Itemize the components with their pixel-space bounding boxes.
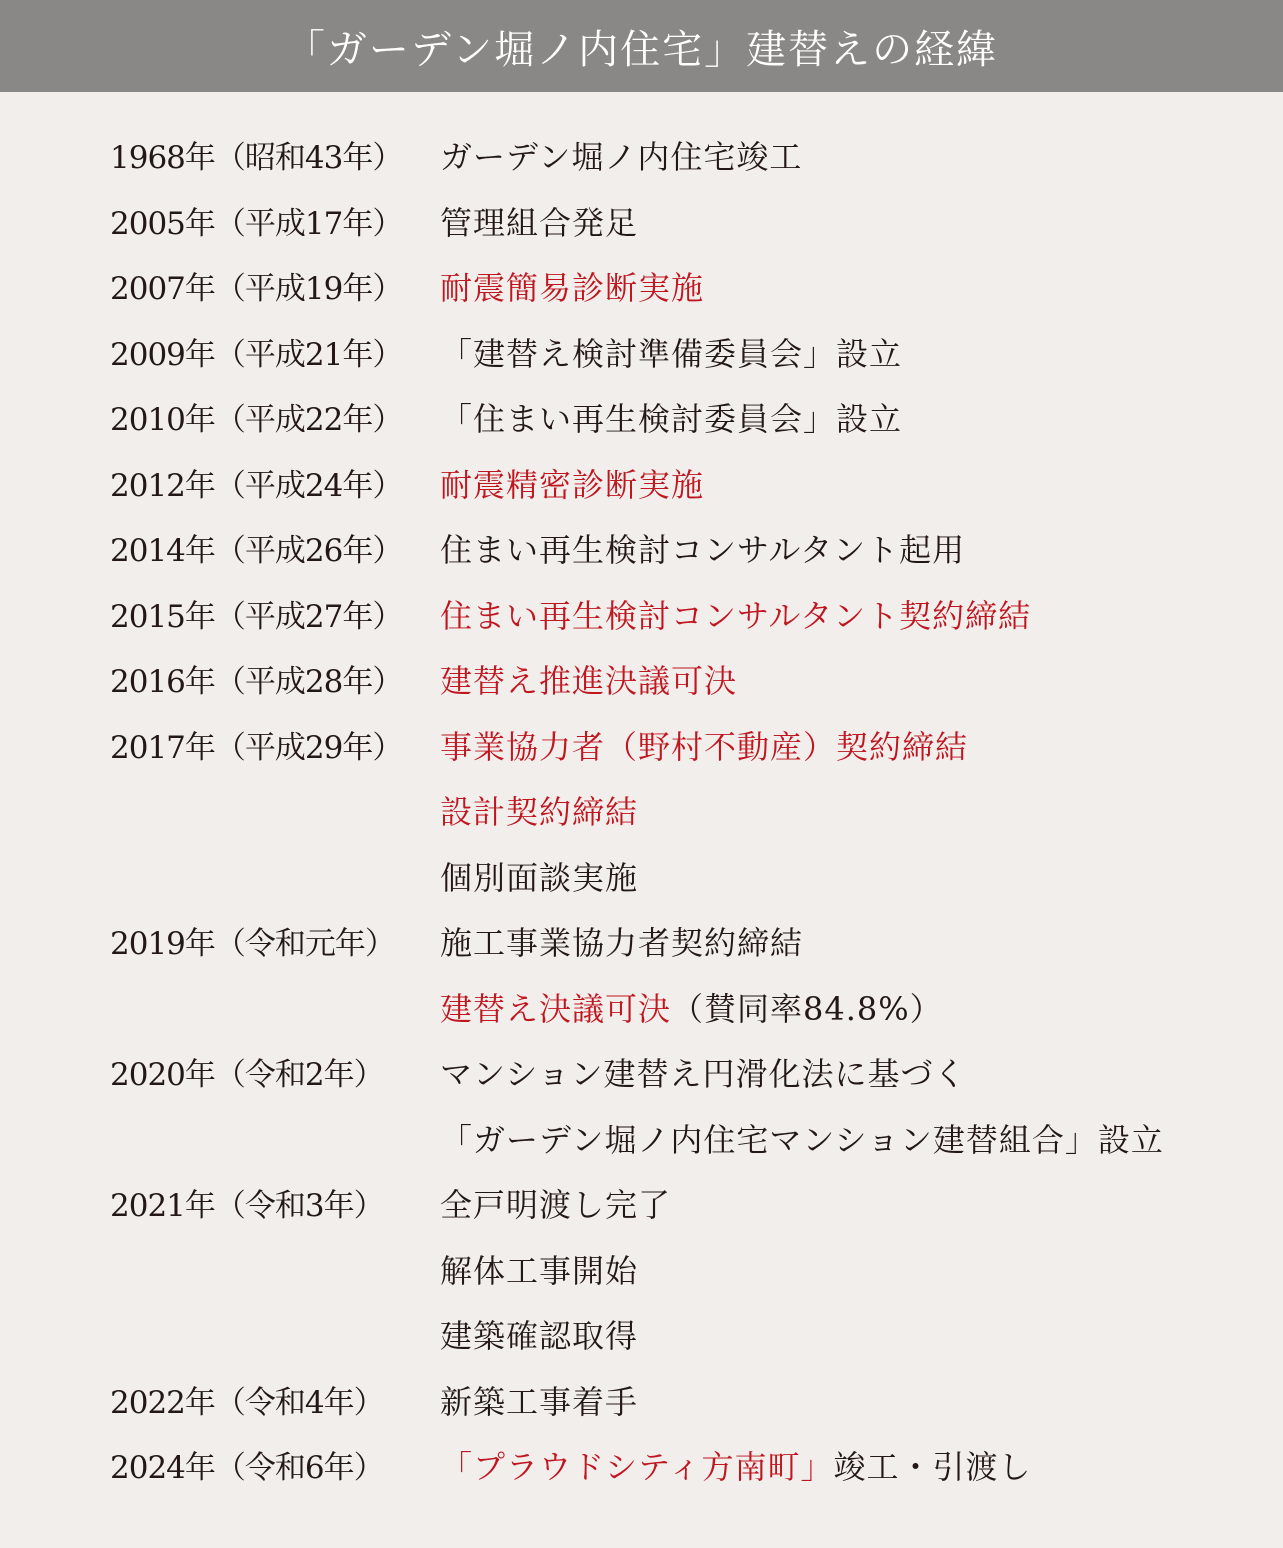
timeline-event: 「ガーデン堀ノ内住宅マンション建替組合」設立 (440, 1120, 1164, 1159)
timeline-row (0, 1238, 1283, 1304)
timeline-date: 2014年（平成26年） (110, 533, 403, 569)
timeline-row (0, 648, 1283, 714)
timeline-date: 1968年（昭和43年） (110, 140, 403, 176)
timeline-date: 2015年（平成27年） (110, 598, 403, 635)
timeline-row (0, 1041, 1283, 1107)
timeline-date: 2019年（令和元年） (110, 926, 395, 962)
timeline-event: 住まい再生検討コンサルタント契約締結 (440, 596, 1032, 635)
timeline-event: 耐震精密診断実施 (440, 465, 705, 504)
timeline-row (0, 845, 1283, 911)
timeline-event: 新築工事着手 (440, 1382, 639, 1421)
timeline-event: 個別面談実施 (440, 858, 639, 897)
timeline-date: 2005年（平成17年） (110, 205, 403, 242)
timeline-date: 2024年（令和6年） (110, 1450, 384, 1486)
timeline-event: 建替え決議可決（賛同率84.8%） (440, 989, 943, 1028)
timeline-date: 2017年（平成29年） (110, 729, 403, 766)
timeline-date: 2022年（令和4年） (110, 1384, 384, 1421)
timeline-date: 2020年（令和2年） (110, 1057, 384, 1093)
timeline-row (0, 1369, 1283, 1435)
timeline-event: 住まい再生検討コンサルタント起用 (440, 531, 966, 569)
timeline-date: 2021年（令和3年） (110, 1188, 384, 1224)
timeline-event: 「プラウドシティ方南町」竣工・引渡し (440, 1448, 1032, 1486)
timeline-event: 「住まい再生検討委員会」設立 (440, 400, 903, 438)
timeline-date: 2016年（平成28年） (110, 664, 403, 700)
timeline-event: 管理組合発足 (440, 203, 639, 242)
timeline-event: 「建替え検討準備委員会」設立 (440, 334, 903, 373)
timeline-event: 建替え推進決議可決 (440, 662, 738, 700)
timeline-event: マンション建替え円滑化法に基づく (440, 1055, 967, 1093)
timeline-row (0, 321, 1283, 387)
timeline-row (0, 1434, 1283, 1500)
page-title: 「ガーデン堀ノ内住宅」建替えの経緯 (284, 26, 999, 73)
timeline-event: 耐震簡易診断実施 (440, 269, 705, 307)
timeline-row (0, 1303, 1283, 1369)
timeline (0, 124, 1283, 1500)
timeline-row (0, 976, 1283, 1042)
timeline-date: 2012年（平成24年） (110, 467, 403, 504)
timeline-event: 事業協力者（野村不動産）契約締結 (440, 727, 969, 766)
timeline-row (0, 517, 1283, 583)
header-bar (0, 0, 1283, 92)
timeline-date: 2007年（平成19年） (110, 271, 403, 307)
timeline-row (0, 124, 1283, 190)
timeline-row (0, 779, 1283, 845)
timeline-date: 2009年（平成21年） (110, 336, 403, 373)
timeline-event: 施工事業協力者契約締結 (440, 924, 804, 962)
timeline-event: 設計契約締結 (440, 793, 639, 831)
timeline-event: 建築確認取得 (440, 1317, 639, 1355)
timeline-event: 全戸明渡し完了 (440, 1186, 672, 1224)
timeline-event: ガーデン堀ノ内住宅竣工 (440, 138, 803, 176)
timeline-date: 2010年（平成22年） (110, 402, 403, 438)
timeline-row (0, 386, 1283, 452)
timeline-event: 解体工事開始 (440, 1251, 639, 1290)
timeline-row (0, 452, 1283, 518)
timeline-row (0, 190, 1283, 256)
timeline-row (0, 255, 1283, 321)
timeline-row (0, 583, 1283, 649)
timeline-row (0, 714, 1283, 780)
timeline-row (0, 1107, 1283, 1173)
timeline-row (0, 910, 1283, 976)
timeline-row (0, 1172, 1283, 1238)
